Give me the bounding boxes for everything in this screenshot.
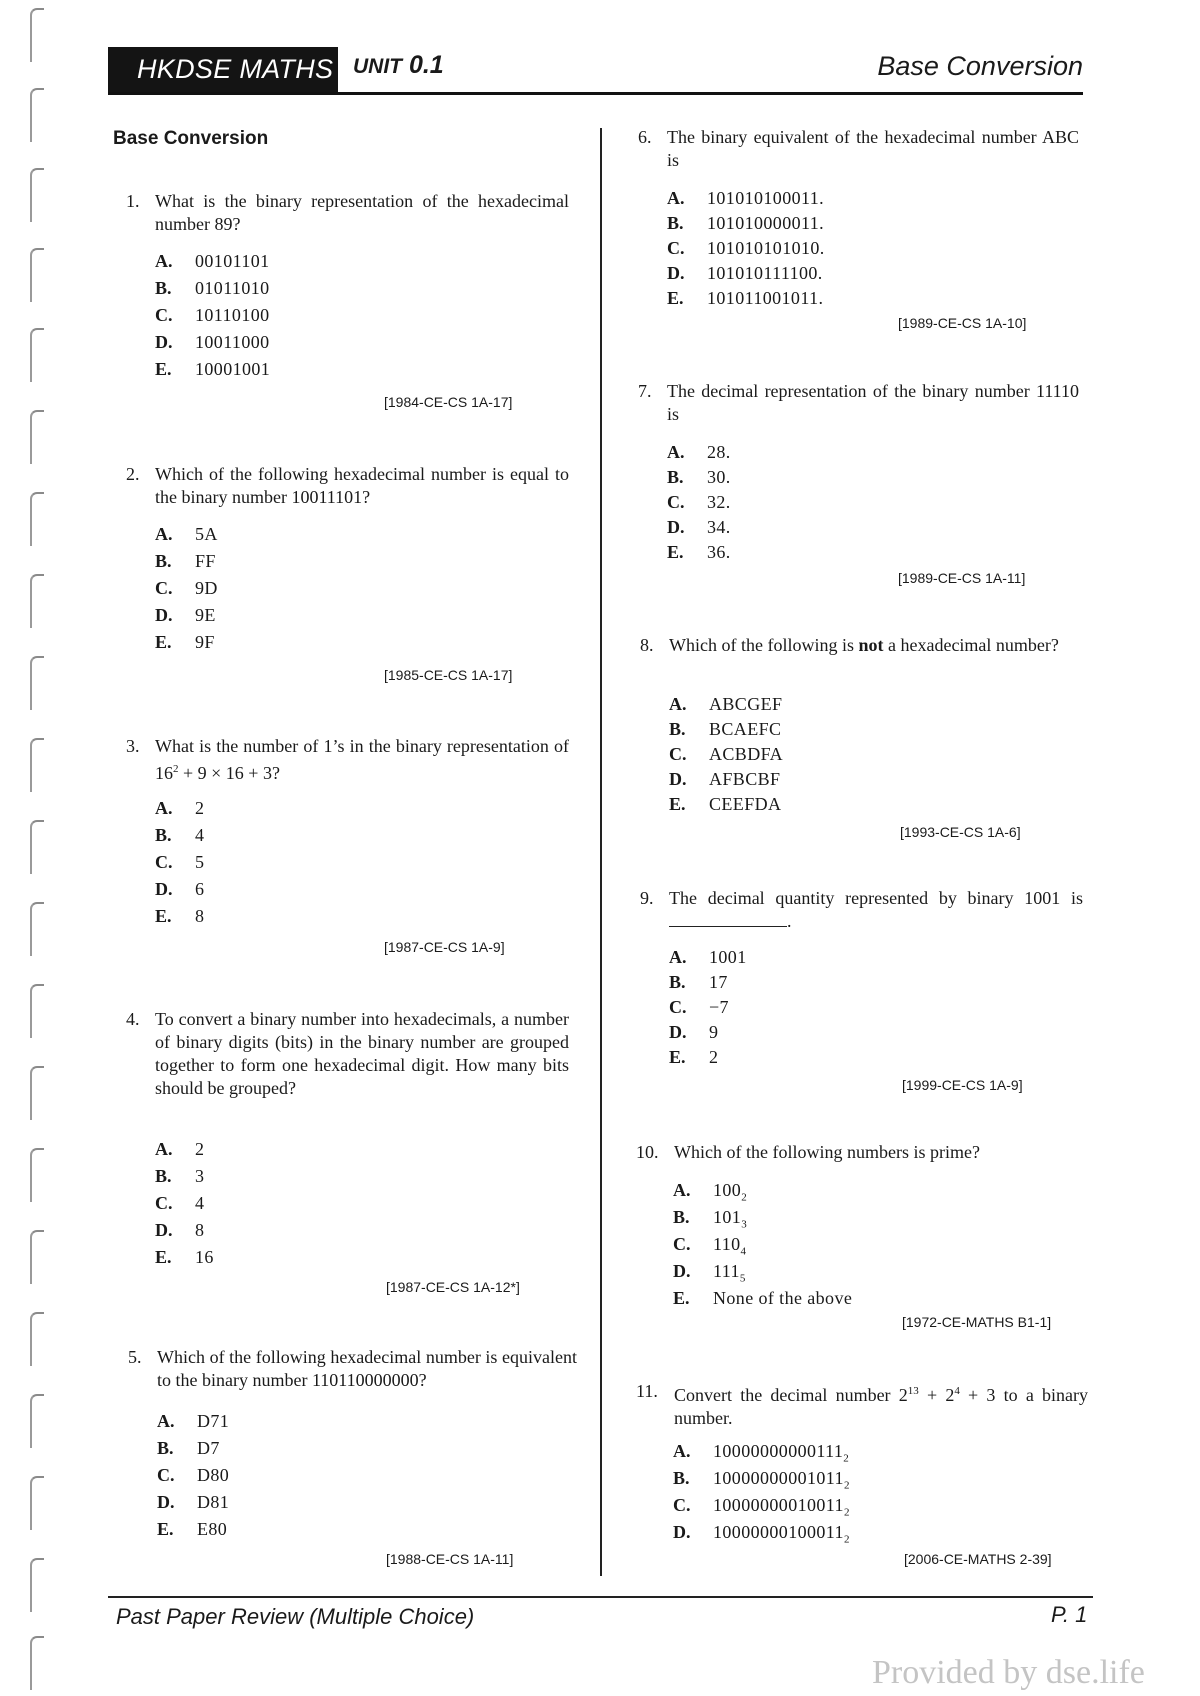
binder-ring (30, 1066, 44, 1120)
question-text: The decimal representation of the binary number 11110 is (667, 381, 1079, 424)
option-letter: D. (155, 1220, 173, 1240)
binder-ring (30, 574, 44, 628)
source-reference: [1985-CE-CS 1A-17] (384, 667, 513, 683)
option-value: 101 (713, 1207, 742, 1227)
binder-ring (30, 248, 44, 302)
base-subscript: 3 (741, 1218, 748, 1231)
option-text: 4 (195, 1193, 205, 1213)
question-text: What is the binary representation of the hexadecimal number 89? (155, 191, 569, 234)
option-letter: A. (155, 251, 173, 271)
option-text: D81 (197, 1492, 230, 1512)
option-letter: D. (669, 1022, 687, 1042)
binder-ring (30, 820, 44, 874)
question-text (155, 735, 569, 785)
source-reference: [1989-CE-CS 1A-10] (898, 315, 1027, 331)
option-text: D80 (197, 1465, 230, 1485)
base-subscript: 2 (843, 1533, 850, 1546)
binder-ring (30, 1312, 44, 1366)
binder-ring (30, 1148, 44, 1202)
option-letter: A. (667, 442, 685, 462)
option-text: 6 (195, 879, 205, 899)
option-text: 16 (195, 1247, 214, 1267)
binder-ring (30, 410, 44, 464)
base-subscript: 2 (843, 1452, 850, 1465)
option-text: 2 (195, 1139, 205, 1159)
binder-ring (30, 88, 44, 142)
option-letter: A. (669, 694, 687, 714)
question-text: The binary equivalent of the hexadecimal number ABC is (667, 127, 1079, 170)
option-text: 1001 (709, 947, 747, 967)
source-reference: [1989-CE-CS 1A-11] (898, 570, 1026, 586)
option-letter: E. (157, 1519, 174, 1539)
question-text-part: Convert the decimal number 2 (674, 1385, 908, 1405)
option-text: 10001001 (195, 359, 271, 379)
option-letter: E. (155, 906, 172, 926)
question-number: 9. (640, 888, 654, 908)
option-text: 9 (709, 1022, 719, 1042)
unit-label (353, 51, 444, 80)
base-subscript: 2 (843, 1479, 850, 1492)
option-text: 17 (709, 972, 728, 992)
option-letter: E. (667, 288, 684, 308)
option-letter: B. (667, 467, 684, 487)
option-letter: E. (155, 632, 172, 652)
option-letter: E. (155, 1247, 172, 1267)
option-text: 30. (707, 467, 731, 487)
option-text: −7 (709, 997, 729, 1017)
topic-title: Base Conversion (877, 51, 1083, 81)
option-letter: C. (155, 578, 173, 598)
question-text (669, 887, 1083, 933)
watermark: Provided by dse.life (872, 1654, 1145, 1691)
option-text: 9F (195, 632, 215, 652)
option-letter: C. (157, 1465, 175, 1485)
option-text: 101010000011. (707, 213, 825, 233)
binder-ring (30, 1558, 44, 1612)
option-text: 2 (195, 798, 205, 818)
binder-ring (30, 1476, 44, 1530)
option-letter: B. (155, 278, 172, 298)
question-text-part: The decimal quantity represented by binary 1001 is (669, 888, 1083, 908)
option-text: 101010111100. (707, 263, 823, 283)
option-text: 9E (195, 605, 216, 625)
option-letter: C. (673, 1495, 691, 1515)
option-letter: C. (667, 492, 685, 512)
footer-title: Past Paper Review (Multiple Choice) (116, 1604, 475, 1629)
question-number: 7. (638, 381, 652, 401)
option-letter: A. (157, 1411, 175, 1431)
source-reference: [1984-CE-CS 1A-17] (384, 394, 513, 410)
emphasis: not (858, 635, 884, 655)
source-reference: [1987-CE-CS 1A-12*] (386, 1279, 520, 1295)
option-text: 01011010 (195, 278, 270, 298)
option-letter: E. (667, 542, 684, 562)
option-letter: C. (155, 305, 173, 325)
option-text: AFBCBF (709, 769, 781, 789)
option-text: 4 (195, 825, 205, 845)
option-text: 101010100011. (707, 188, 825, 208)
superscript: 2 (173, 763, 179, 775)
option-text: 101011001011. (707, 288, 824, 308)
question-text-part: + 2 (918, 1385, 955, 1405)
page-header (108, 47, 1083, 95)
option-value: 10000000001011 (713, 1468, 844, 1488)
option-letter: D. (673, 1522, 691, 1542)
unit-word: UNIT (353, 55, 402, 78)
option-letter: A. (667, 188, 685, 208)
header-rule (108, 92, 1083, 95)
question-number: 1. (126, 191, 140, 211)
option-text: 32. (707, 492, 731, 512)
option-letter: B. (669, 719, 686, 739)
option-letter: C. (667, 238, 685, 258)
option-letter: C. (155, 852, 173, 872)
option-text: 34. (707, 517, 731, 537)
source-reference: [1972-CE-MATHS B1-1] (902, 1314, 1052, 1330)
question-number: 2. (126, 464, 140, 484)
option-letter: E. (669, 1047, 686, 1067)
option-letter: B. (157, 1438, 174, 1458)
binder-ring (30, 984, 44, 1038)
option-text: 36. (707, 542, 731, 562)
question-number: 6. (638, 127, 652, 147)
option-letter: C. (155, 1193, 173, 1213)
question-text-part: Which of the following is (669, 635, 859, 655)
source-reference: [2006-CE-MATHS 2-39] (904, 1551, 1052, 1567)
option-value: 10000000010011 (713, 1495, 844, 1515)
question-number: 3. (126, 736, 140, 756)
option-letter: D. (667, 263, 685, 283)
binder-ring (30, 1636, 44, 1690)
question-text-part: + 9 × 16 + 3? (178, 763, 280, 783)
option-letter: E. (669, 794, 686, 814)
option-letter: D. (157, 1492, 175, 1512)
option-letter: D. (155, 879, 173, 899)
question-text: Which of the following hexadecimal number is equal to the binary number 10011101? (155, 464, 569, 507)
page-number: P. 1 (1051, 1602, 1088, 1627)
binder-ring (30, 656, 44, 710)
source-reference: [1993-CE-CS 1A-6] (900, 824, 1021, 840)
option-text: 28. (707, 442, 731, 462)
question-text-part: + 3 to a binary number. (674, 1385, 1088, 1428)
option-text: 8 (195, 906, 205, 926)
section-title: Base Conversion (113, 128, 269, 149)
option-value: 10000000000111 (713, 1441, 844, 1461)
column-divider (600, 128, 602, 1576)
question-text-part: a hexadecimal number? (883, 635, 1059, 655)
option-text: 8 (195, 1220, 205, 1240)
option-letter: D. (155, 605, 173, 625)
option-text: CEEFDA (709, 794, 782, 814)
answer-blank (669, 910, 787, 927)
option-letter: D. (667, 517, 685, 537)
binder-ring (30, 328, 44, 382)
option-value: 111 (713, 1261, 740, 1281)
option-letter: A. (155, 524, 173, 544)
option-letter: E. (673, 1288, 690, 1308)
superscript: 13 (907, 1385, 919, 1397)
footer-rule (108, 1596, 1093, 1598)
question-text: Which of the following numbers is prime? (674, 1142, 980, 1162)
question-text-part: . (787, 911, 792, 931)
option-text: 101010101010. (707, 238, 825, 258)
binder-ring (30, 1230, 44, 1284)
option-text: 2 (709, 1047, 719, 1067)
option-letter: B. (667, 213, 684, 233)
option-value: 100 (713, 1180, 742, 1200)
base-subscript: 2 (843, 1506, 850, 1519)
base-subscript: 2 (741, 1191, 748, 1204)
option-letter: A. (673, 1180, 691, 1200)
option-letter: D. (673, 1261, 691, 1281)
question-text-part: What is the number of 1’s in the binary representation of 16 (155, 736, 569, 783)
option-letter: D. (155, 332, 173, 352)
option-letter: B. (669, 972, 686, 992)
unit-number: 0.1 (408, 51, 444, 79)
option-text: 5 (195, 852, 205, 872)
option-text: 00101101 (195, 251, 270, 271)
option-letter: C. (673, 1234, 691, 1254)
option-text: ACBDFA (709, 744, 784, 764)
binder-ring (30, 168, 44, 222)
binder-ring (30, 902, 44, 956)
option-text: D71 (197, 1411, 230, 1431)
option-letter: E. (155, 359, 172, 379)
superscript: 4 (954, 1385, 960, 1397)
course-title: HKDSE MATHS (108, 47, 338, 92)
binder-ring (30, 738, 44, 792)
question-text: To convert a binary number into hexadecimals, a number of binary digits (bits) in the binary number are grouped together to form one hexadecimal digit. How many bits should be grouped? (155, 1009, 569, 1098)
option-letter: B. (673, 1468, 690, 1488)
binder-ring (30, 1394, 44, 1448)
binder-ring (30, 492, 44, 546)
option-letter: B. (155, 825, 172, 845)
question-text (669, 634, 1081, 657)
option-text: 3 (195, 1166, 205, 1186)
option-text: E80 (197, 1519, 228, 1539)
option-text: BCAEFC (709, 719, 782, 739)
option-letter: B. (155, 1166, 172, 1186)
question-number: 4. (126, 1009, 140, 1029)
question-text (674, 1380, 1088, 1430)
source-reference: [1987-CE-CS 1A-9] (384, 939, 505, 955)
option-text (713, 1519, 850, 1554)
option-text: None of the above (713, 1288, 853, 1308)
option-letter: A. (669, 947, 687, 967)
option-letter: C. (669, 744, 687, 764)
question-number: 11. (636, 1381, 658, 1401)
option-text: 9D (195, 578, 218, 598)
option-letter: A. (155, 1139, 173, 1159)
binder-margin (22, 0, 52, 1696)
option-text: FF (195, 551, 216, 571)
option-text: 10011000 (195, 332, 270, 352)
option-text: 10110100 (195, 305, 270, 325)
option-value: 110 (713, 1234, 741, 1254)
question-text: Which of the following hexadecimal number is equivalent to the binary number 110110000000? (157, 1347, 577, 1390)
option-letter: C. (669, 997, 687, 1017)
option-text: ABCGEF (709, 694, 783, 714)
option-letter: D. (669, 769, 687, 789)
question-number: 8. (640, 635, 654, 655)
option-letter: B. (673, 1207, 690, 1227)
base-subscript: 5 (739, 1272, 746, 1285)
option-letter: B. (155, 551, 172, 571)
option-letter: A. (673, 1441, 691, 1461)
option-text: D7 (197, 1438, 220, 1458)
option-letter: A. (155, 798, 173, 818)
question-number: 5. (128, 1347, 142, 1367)
question-number: 10. (636, 1142, 659, 1162)
base-subscript: 4 (740, 1245, 747, 1258)
binder-ring (30, 8, 44, 62)
option-value: 10000000100011 (713, 1522, 844, 1542)
source-reference: [1988-CE-CS 1A-11] (386, 1551, 514, 1567)
source-reference: [1999-CE-CS 1A-9] (902, 1077, 1023, 1093)
option-text: 5A (195, 524, 218, 544)
